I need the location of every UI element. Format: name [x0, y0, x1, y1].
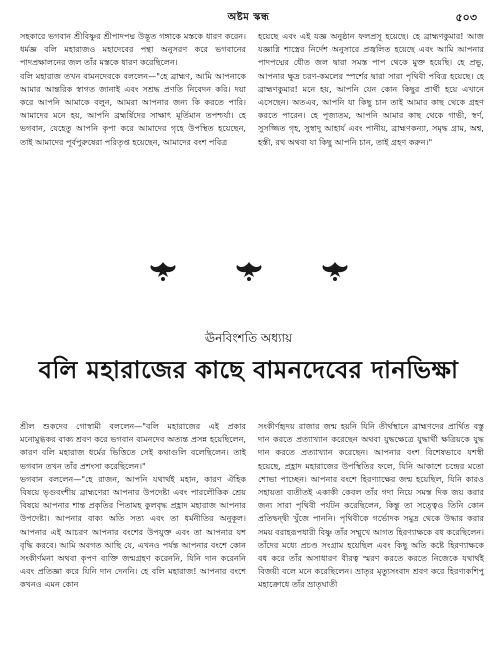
fleuron-ornament-icon [318, 260, 352, 282]
chapter-number: ঊনবিংশতি অধ্যায় [204, 331, 293, 345]
page-number: ৫০৩ [455, 11, 477, 24]
fleuron-ornament-icon [232, 260, 266, 282]
text-column-bottom-left: শ্রীল শুকদেব গোস্বামী বললেন—"বলি মহারাজের এই প্রকার মনোমুগ্ধকর বাক্য শ্রবণ করে ভগবান বামনদেব অত্যন্ত প্রসন্ন হয়েছিলেন, কারণ বলি মহারাজ ধর্মের ভিত্তিতে সেই কথাগুলি বলেছিলেন। তাই ভগবান তখন তাঁর প্রশংসা করেছিলেন।" ভগবান বললেন—"হে রাজন, আপনি যথার্থই মহান, কারণ ঐহিক বিষয়ে ভৃগুবংশীয় ব্রাহ্মণেরা আপনার উপদেষ্টা এবং পারলৌকিক শ্রেয় বিষয়ে আপনার শান্ত প্রকৃতির পিতামহ কুলবৃদ্ধ প্রহ্লাদ মহারাজ আপনার উপদেষ্টা। আপনার বাক্য অতি সত্য এবং তা ধর্মনীতির অনুকূল। আপনার এই আচরণ আপনার বংশের উপযুক্ত এবং তা আপনার যশ বৃদ্ধি করবে। আমি অবগত আছি যে, এখনও পর্যন্ত আপনার বংশে কোন সংকীর্ণমনা অথবা কৃপণ ব্যক্তি জন্মগ্রহণ করেননি, যিনি দান করেননি এবং প্রতিজ্ঞা করে যিনি দান দেননি। হে বলি মহারাজ! আপনার বংশে কখনও এমন কোন [20, 421, 246, 590]
text-column-top-left: সহকারে ভগবান শ্রীবিষ্ণুর শ্রীপাদপদ্ম উদ্ভূত গঙ্গাকে মস্তকে ধারণ করেন। ধর্মজ্ঞ বলি মহারাজও মহাদেবের পন্থা অনুসরণ করে ভগবানের পাদপ্রক্ষালনের জল তাঁর মস্তকে ধারণ করেছিলেন। বলি মহারাজ তখন বামনদেবকে বললেন—"হে ব্রাহ্মণ, আমি আপনাকে আমার আন্তরিক স্বাগত জানাই এবং সশ্রদ্ধ প্রণতি নিবেদন করি। দয়া করে আপনি আমাকে বলুন, আমরা আপনার জন্য কি করতে পারি। আমাদের মনে হয়, আপনি ব্রহ্মর্ষিদের সাক্ষাৎ মূর্তিমান তপশ্চর্যা। হে ভগবান, যেহেতু আপনি কৃপা করে আমাদের গৃহে উপস্থিত হয়েছেন, তাই আমাদের পূর্বপুরুষেরা পরিতৃপ্ত হয়েছেন, আমাদের বংশ পবিত্র [20, 31, 246, 147]
chapter-title: বলি মহারাজের কাছে বামনদেবের দানভিক্ষা [38, 356, 459, 384]
text-column-bottom-right: সংকীর্ণহৃদয় রাজার জন্ম হয়নি যিনি তীর্থস্থানে ব্রাহ্মণদের প্রার্থিত বস্তু দান করতে প্রত্যাখ্যান করেছেন অথবা যুদ্ধক্ষেত্রে যুদ্ধার্থী ক্ষত্রিয়কে যুদ্ধ দান করতে প্রত্যাখ্যান করেছেন। আপনার বংশ বিশেষভাবে যশস্বী হয়েছে, প্রহ্লাদ মহারাজের উপস্থিতির ফলে, যিনি আকাশে চন্দ্রের মতো শোভা পাচ্ছেন। আপনার বংশে হিরণ্যাক্ষের জন্ম হয়েছিল, যিনি কারও সহায়তা ব্যতীতই একাকী কেবল তাঁর গদা নিয়ে সমস্ত দিক জয় করার জন্য সারা পৃথিবী পর্যটন করেছিলেন, কিন্তু তা সত্ত্বেও তিনি কোন প্রতিদ্বন্দ্বী খুঁজে পাননি। পৃথিবীকে গর্ভোদক সমুদ্র থেকে উদ্ধার করার সময় বরাহরূপধারী বিষ্ণু তাঁর সম্মুখে আগত হিরণ্যাক্ষকে বধ করেছিলেন। তাঁদের মধ্যে প্রচণ্ড সংগ্রাম হয়েছিল এবং কিছু অতি কষ্টে হিরণ্যাক্ষকে বধ করে তাঁর অসাধারণ বীরত্ব স্মরণ করতে করতে নিজেকে যথার্থই বিজয়ী বলে মনে করেছিলেন। ভ্রাতৃর মৃত্যুসংবাদ শ্রবণ করে হিরণ্যকশিপু মহাক্রোধে তাঁর ভ্রাতৃঘাতী [258, 421, 484, 590]
running-head: অষ্টম স্কন্ধ [227, 12, 270, 23]
text-column-top-right: হয়েছে এবং এই যজ্ঞ অনুষ্ঠান ফলপ্রসূ হয়েছে। হে ব্রাহ্মণকুমার! আজ যজ্ঞাগ্নি শাস্ত্রের নির্দেশ অনুসারে প্রজ্বলিত হয়েছে এবং আমি আপনার পাদপদ্মের ধৌত জল দ্বারা সমস্ত পাপ থেকে মুক্ত হয়েছি। হে প্রভু, আপনার ক্ষুদ্র চরণ-কমলের স্পর্শের দ্বারা সারা পৃথিবী পবিত্র হয়েছে। হে ব্রাহ্মণকুমার! মনে হয়, আপনি যেন কোন কিছুর প্রার্থী হয়ে এখানে এসেছেন। অতএব, আপনি যা কিছু চান তাই আমার কাছ থেকে গ্রহণ করতে পারেন। হে পূজ্যতম, আপনি আমার কাছ থেকে গাভী, স্বর্ণ, সুসজ্জিত গৃহ, সুস্বাদু আহার্য এবং পানীয়, ব্রাহ্মণকন্যা, সমৃদ্ধ গ্রাম, অশ্ব, হস্তী, রথ অথবা যা কিছু আপনি চান, তাই গ্রহণ করুন।" [258, 31, 484, 147]
section-divider [0, 260, 497, 282]
fleuron-ornament-icon [146, 260, 180, 282]
